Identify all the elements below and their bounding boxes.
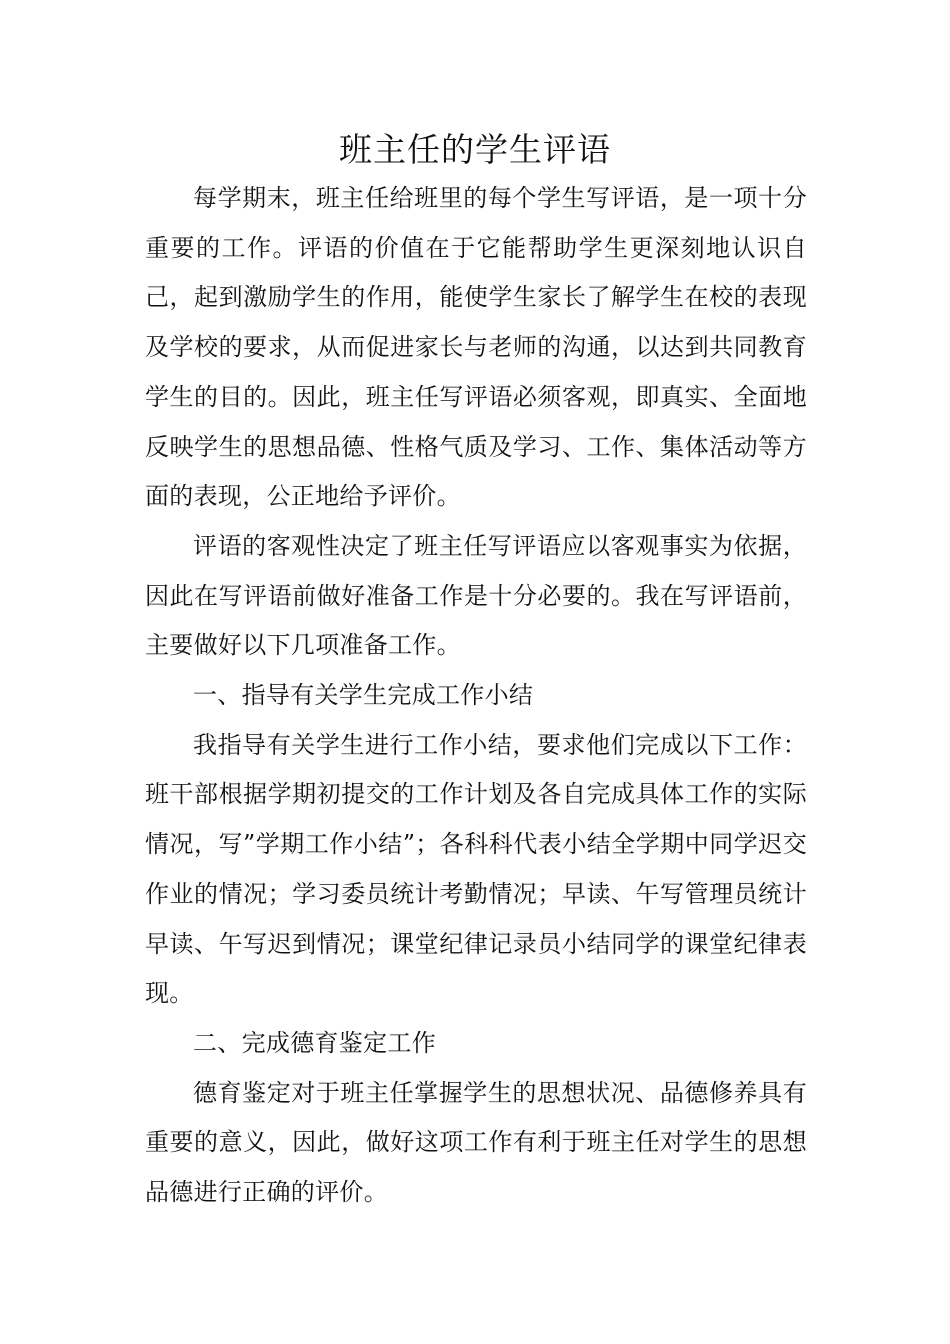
section-heading-work-summary: 一、指导有关学生完成工作小结 [193, 681, 534, 710]
document-body [145, 174, 807, 1218]
paragraph-objectivity: 评语的客观性决定了班主任写评语应以客观事实为依据，因此在写评语前做好准备工作是十分必要的。我在写评语前，主要做好以下几项准备工作。 [145, 531, 807, 660]
paragraph-work-summary: 我指导有关学生进行工作小结，要求他们完成以下工作：班干部根据学期初提交的工作计划及各自完成具体工作的实际情况，写”学期工作小结”；各科科代表小结全学期中同学迟交作业的情况；学习委员统计考勤情况；早读、午写管理员统计早读、午写迟到情况；课堂纪律记录员小结同学的课堂纪律表现。 [145, 730, 807, 1008]
document-title: 班主任的学生评语 [339, 130, 611, 169]
paragraph-intro: 每学期末，班主任给班里的每个学生写评语，是一项十分重要的工作。评语的价值在于它能帮助学生更深刻地认识自己，起到激励学生的作用，能使学生家长了解学生在校的表现及学校的要求，从而促进家长与老师的沟通，以达到共同教育学生的目的。因此，班主任写评语必须客观，即真实、全面地反映学生的思想品德、性格气质及学习、工作、集体活动等方面的表现，公正地给予评价。 [145, 184, 807, 511]
section-heading-moral-appraisal: 二、完成德育鉴定工作 [193, 1028, 436, 1057]
paragraph-moral-appraisal: 德育鉴定对于班主任掌握学生的思想状况、品德修养具有重要的意义，因此，做好这项工作有利于班主任对学生的思想品德进行正确的评价。 [145, 1078, 807, 1207]
